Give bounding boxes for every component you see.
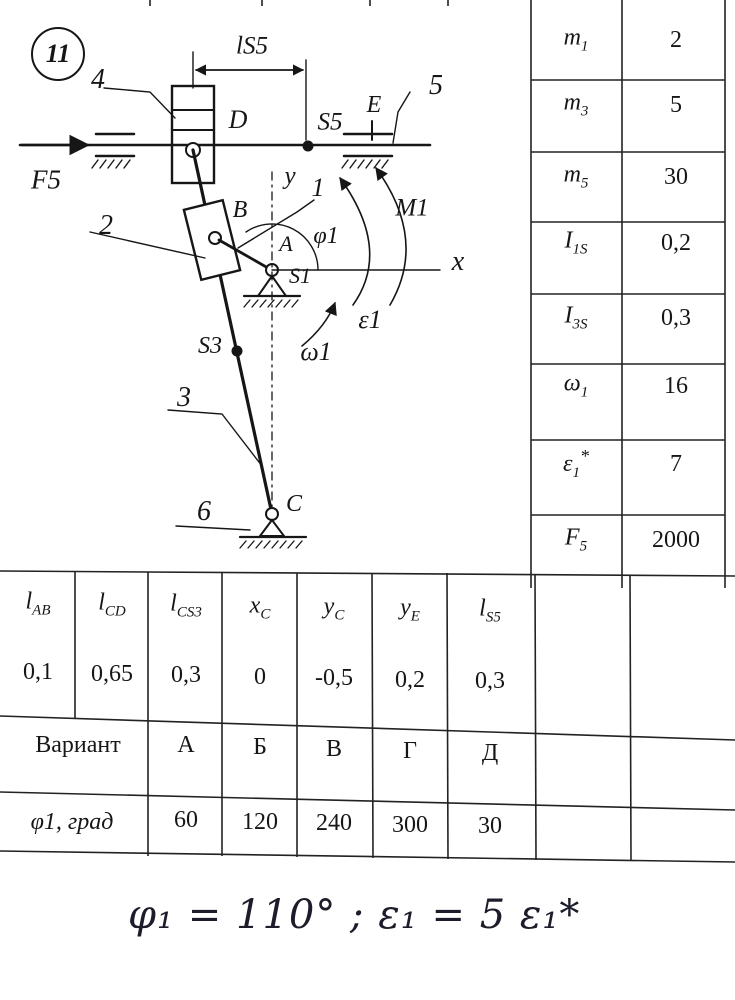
dim-value: 0,3	[171, 662, 201, 688]
param-symbol: $\varepsilon_1^*$	[563, 446, 589, 481]
label-5: 5	[429, 70, 443, 101]
variant-angle: 120	[242, 808, 278, 835]
variant-label: Вариант	[35, 732, 121, 758]
dim-header: $y_E$	[400, 594, 420, 625]
param-symbol: $m_1$	[563, 24, 589, 55]
variant-name: Б	[253, 734, 267, 760]
variant-name: А	[177, 732, 195, 758]
variant-angle: 60	[174, 807, 198, 833]
joint-B	[209, 232, 221, 244]
dim-value: 0,2	[395, 666, 425, 693]
dim-header: $l_{AB}$	[25, 588, 51, 619]
variant-angle: 240	[316, 810, 352, 837]
variant-name: Г	[403, 738, 417, 764]
label-S1: S1	[289, 263, 311, 288]
param-symbol: $m_5$	[563, 161, 589, 192]
label-E: E	[366, 92, 382, 118]
label-D: D	[228, 105, 248, 134]
label-dim-ls5: lS5	[236, 32, 268, 60]
label-epsilon: ε1	[358, 305, 382, 334]
label-A: A	[279, 231, 293, 256]
label-4: 4	[91, 64, 105, 95]
dim-header: $l_{CD}$	[98, 589, 126, 620]
dim-header: $x_C$	[249, 592, 271, 622]
link-4-block	[172, 86, 214, 183]
handwritten-note: φ₁ = 110° ; ε₁ = 5 ε₁*	[128, 892, 581, 938]
param-value: 2000	[652, 527, 700, 553]
param-value: 16	[664, 373, 688, 399]
param-value: 7	[670, 451, 682, 477]
dim-value: -0,5	[315, 665, 353, 691]
param-symbol: $F_5$	[564, 524, 588, 555]
param-symbol: $m_3$	[563, 89, 589, 120]
label-B: B	[232, 197, 248, 223]
param-symbol: $I_{3S}$	[564, 302, 588, 333]
label-6: 6	[197, 496, 211, 527]
label-3: 3	[177, 382, 191, 413]
label-2: 2	[99, 210, 113, 241]
dim-value: 0,65	[91, 660, 133, 687]
param-value: 2	[670, 27, 682, 53]
joint-C	[266, 508, 278, 520]
label-moment: M1	[395, 194, 429, 222]
label-axis-x: x	[451, 246, 465, 277]
label-angle: φ1	[313, 223, 339, 249]
point-S5	[304, 142, 313, 151]
param-symbol: $\omega_1$	[563, 370, 589, 401]
variant-number: 11	[45, 39, 71, 68]
label-axis-y: y	[284, 162, 296, 190]
param-value: 0,3	[661, 305, 691, 331]
variant-name: Д	[481, 740, 499, 766]
variant-name: В	[325, 736, 343, 762]
variant-angle: 30	[478, 813, 502, 840]
dim-header: $l_{S5}$	[479, 595, 501, 626]
label-1: 1	[311, 173, 325, 202]
dim-value: 0,3	[475, 668, 505, 694]
point-S3	[233, 347, 242, 356]
param-symbol: $I_{1S}$	[564, 227, 588, 258]
param-value: 30	[664, 164, 688, 190]
param-value: 5	[670, 92, 682, 118]
label-C: C	[285, 491, 303, 517]
dim-value: 0,1	[23, 659, 53, 685]
label-force: F5	[31, 164, 61, 195]
dim-header: $l_{CS3}$	[170, 590, 202, 621]
label-S5: S5	[317, 108, 343, 136]
param-value: 0,2	[661, 230, 691, 256]
dim-value: 0	[254, 663, 266, 690]
label-omega: ω1	[300, 337, 332, 366]
label-S3: S3	[198, 333, 222, 359]
dim-header: $y_C$	[323, 593, 345, 624]
variant-angle: 300	[392, 811, 428, 838]
angle-row-label: φ1, град	[30, 809, 114, 835]
